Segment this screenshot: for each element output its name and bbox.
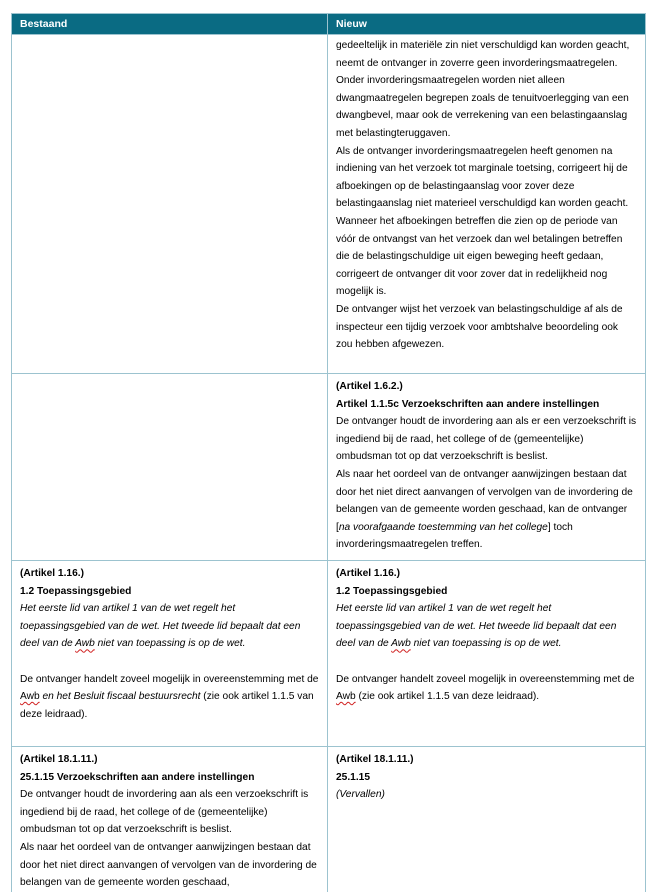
article-reference: (Artikel 18.1.11.) — [336, 753, 414, 765]
text-run: niet van toepassing is op de wet. — [94, 638, 246, 650]
status-text: (Vervallen) — [336, 789, 385, 801]
spellcheck-word: Awb — [20, 691, 40, 703]
comparison-table — [11, 13, 646, 892]
table-row — [12, 35, 646, 374]
text-run: De ontvanger handelt zoveel mogelijk in overeenstemming met de — [336, 673, 635, 685]
text-run: ] toch invorderingsmaatregelen treffen. — [336, 521, 573, 551]
section-heading: 25.1.15 Verzoekschriften aan andere instellingen — [20, 771, 255, 783]
cell-new — [328, 35, 646, 374]
cell-new — [328, 374, 646, 561]
article-reference: (Artikel 18.1.11.) — [20, 753, 98, 765]
spellcheck-word: Awb — [391, 638, 411, 650]
table-row — [12, 374, 646, 561]
cell-old-empty — [12, 35, 328, 374]
paragraph — [336, 466, 637, 554]
cell-old-empty — [12, 374, 328, 561]
column-header-nieuw: Nieuw — [328, 14, 646, 35]
table-row — [12, 746, 646, 891]
paragraph: De ontvanger wijst het verzoek van belastingschuldige af als de inspecteur een tijdig verzoek voor ambtshalve beoordeling ook zou hebben afgewezen. — [336, 303, 623, 351]
cell-new — [328, 746, 646, 891]
spacer — [20, 653, 319, 671]
section-heading: 25.1.15 — [336, 771, 370, 783]
table-row — [12, 560, 646, 746]
paragraph: De ontvanger houdt de invordering aan als een verzoekschrift is ingediend bij de raad, het college of de (gemeentelijke) ombudsman tot op dat verzoekschrift is beslist. — [20, 789, 309, 836]
paragraph: Als naar het oordeel van de ontvanger aanwijzingen bestaan dat door het niet direct aanvangen of vervolgen van de invordering de belangen van de gemeente worden geschaad, — [20, 841, 317, 889]
text-run: (zie ook artikel 1.1.5 van deze leidraad). — [355, 691, 540, 703]
paragraph — [336, 671, 637, 706]
text-run: De ontvanger handelt zoveel mogelijk in overeenstemming met de — [20, 673, 319, 685]
cell-old — [12, 560, 328, 746]
text-run: Het eerste lid van artikel 1 van de wet regelt het toepassingsgebied van de wet. Het tweede lid bepaalt dat een deel van de — [20, 603, 301, 650]
italic-text: en het Besluit fiscaal bestuursrecht — [39, 691, 201, 703]
paragraph: Als de ontvanger invorderingsmaatregelen heeft genomen na indiening van het verzoek tot marginale toetsing, corrigeert hij de afboekingen op de belastingaanslag voor zover deze belastingaanslag niet materieel verschuldigd kan worden geacht. Wanneer het afboekingen betreffen die zien op de periode van vóór de ontvangst van het verzoek dan wel betalingen betreffen die de belastingschuldige uit eigen beweging heeft gedaan, corrigeert de ontvanger dit voor zover dat in redelijkheid nog mogelijk is. — [336, 145, 629, 298]
section-heading: 1.2 Toepassingsgebied — [336, 585, 448, 597]
column-header-bestaand: Bestaand — [12, 14, 328, 35]
cell-new — [328, 560, 646, 746]
table-header-row — [12, 14, 646, 35]
paragraph — [336, 600, 637, 653]
paragraph — [20, 671, 319, 724]
paragraph: gedeeltelijk in materiële zin niet verschuldigd kan worden geacht, neemt de ontvanger in zoverre geen invorderingsmaatregelen. Onder invorderingsmaatregelen worden niet alleen dwangmaatregelen begrepen zoals de tenuitvoerlegging van een dwangbevel, maar ook de verrekening van een belastingaanslag met belastingteruggaven. — [336, 40, 630, 139]
spacer — [336, 653, 637, 671]
paragraph: De ontvanger houdt de invordering aan als er een verzoekschrift is ingediend bij de raad, het college of de (gemeentelijke) ombudsman tot op dat verzoekschrift is beslist. — [336, 416, 637, 463]
paragraph — [20, 600, 319, 653]
spellcheck-word: Awb — [75, 638, 95, 650]
text-run: Als naar het oordeel van de ontvanger aanwijzingen bestaan dat door het niet direct aanvangen of vervolgen van de invordering de belangen van de gemeente worden geschaad, kan de ontvanger [ — [336, 468, 633, 533]
article-reference: (Artikel 1.16.) — [20, 567, 84, 579]
spellcheck-word: Awb — [336, 691, 356, 703]
text-run: niet van toepassing is op de wet. — [410, 638, 562, 650]
text-run: (zie ook artikel 1.1.5 van deze leidraad). — [20, 691, 314, 720]
article-reference: (Artikel 1.16.) — [336, 567, 400, 579]
italic-text: na voorafgaande toestemming van het college — [338, 521, 548, 533]
cell-old — [12, 746, 328, 891]
section-heading: 1.2 Toepassingsgebied — [20, 585, 132, 597]
article-reference: (Artikel 1.6.2.) — [336, 381, 403, 392]
section-heading: Artikel 1.1.5c Verzoekschriften aan andere instellingen — [336, 398, 600, 410]
text-run: Het eerste lid van artikel 1 van de wet regelt het toepassingsgebied van de wet. Het tweede lid bepaalt dat een deel van de — [336, 603, 617, 650]
